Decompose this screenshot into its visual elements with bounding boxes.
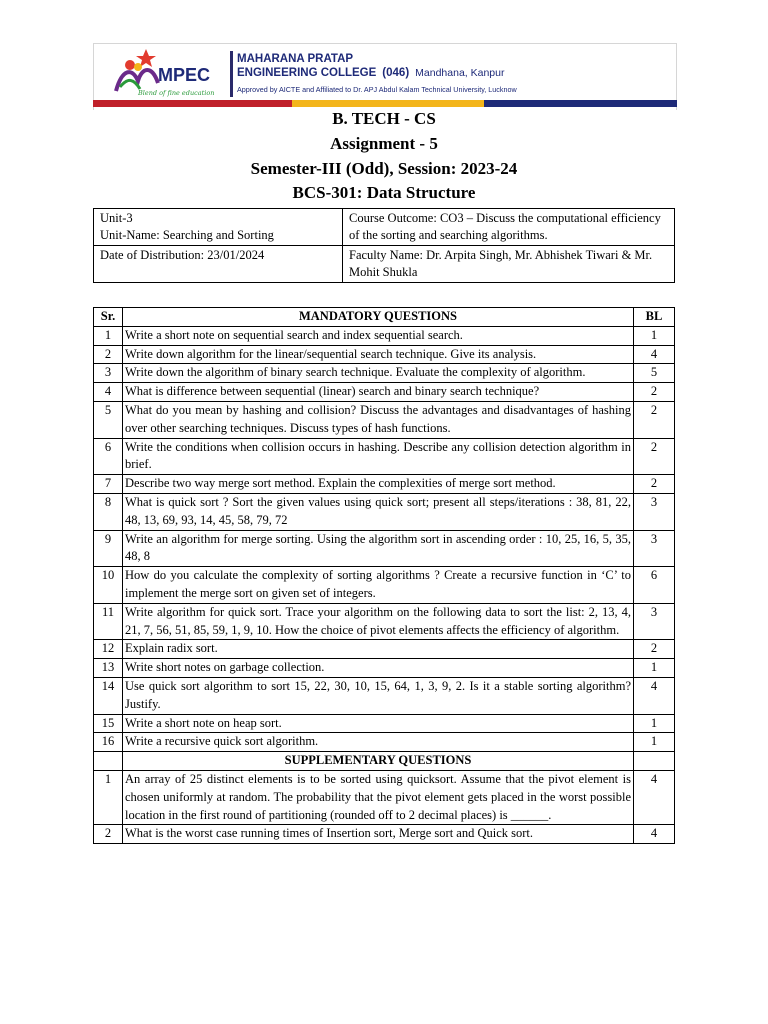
question-number: 7 — [94, 475, 123, 494]
question-text: What do you mean by hashing and collision? Discuss the advantages and disadvantages of hashing over other searching techniques. Discuss types of hash functions. — [123, 401, 634, 438]
question-text: Write short notes on garbage collection. — [123, 659, 634, 678]
question-text: Describe two way merge sort method. Explain the complexities of merge sort method. — [123, 475, 634, 494]
course-title: BCS-301: Data Structure — [292, 183, 476, 202]
bloom-level: 1 — [634, 659, 675, 678]
question-row — [94, 530, 675, 567]
question-row — [94, 364, 675, 383]
question-number: 15 — [94, 714, 123, 733]
question-number: 14 — [94, 677, 123, 714]
question-number: 5 — [94, 401, 123, 438]
bloom-level: 2 — [634, 475, 675, 494]
section-spacer — [94, 752, 123, 771]
stripe-yellow — [292, 100, 485, 107]
faculty-name: Faculty Name: Dr. Arpita Singh, Mr. Abhishek Tiwari & Mr. Mohit Shukla — [343, 246, 675, 283]
question-row — [94, 475, 675, 494]
section-spacer — [634, 752, 675, 771]
question-row — [94, 640, 675, 659]
unit-name: Unit-Name: Searching and Sorting — [100, 228, 274, 242]
unit-number: Unit-3 — [100, 211, 133, 225]
bloom-level: 4 — [634, 677, 675, 714]
logo-tagline: Blend of fine education — [138, 89, 215, 97]
question-text: What is the worst case running times of Insertion sort, Merge sort and Quick sort. — [123, 825, 634, 844]
question-row — [94, 326, 675, 345]
bloom-level: 1 — [634, 714, 675, 733]
distribution-date: Date of Distribution: 23/01/2024 — [94, 246, 343, 283]
question-number: 1 — [94, 770, 123, 824]
bloom-level: 1 — [634, 326, 675, 345]
question-row — [94, 677, 675, 714]
question-text: What is quick sort ? Sort the given values using quick sort; present all steps/iterations : 38, 81, 22, 48, 13, 69, 93, 14, 45, 58, 79, 72 — [123, 493, 634, 530]
bloom-level: 6 — [634, 567, 675, 604]
approval-text: Approved by AICTE and Affiliated to Dr. APJ Abdul Kalam Technical University, Lucknow — [237, 85, 517, 94]
question-row — [94, 714, 675, 733]
question-row — [94, 603, 675, 640]
semester-title: Semester-III (Odd), Session: 2023-24 — [250, 159, 518, 178]
question-text: Explain radix sort. — [123, 640, 634, 659]
assignment-title: Assignment - 5 — [330, 134, 438, 153]
question-number: 16 — [94, 733, 123, 752]
column-header-sr: Sr. — [94, 308, 123, 327]
supplementary-questions — [94, 770, 675, 843]
question-number: 3 — [94, 364, 123, 383]
question-row — [94, 567, 675, 604]
college-logo — [108, 47, 218, 99]
mandatory-heading: MANDATORY QUESTIONS — [123, 308, 634, 327]
college-location: Mandhana, Kanpur — [415, 67, 505, 79]
bloom-level: 4 — [634, 770, 675, 824]
supplementary-heading: SUPPLEMENTARY QUESTIONS — [123, 752, 634, 771]
question-text: Write a short note on sequential search and index sequential search. — [123, 326, 634, 345]
college-name — [237, 52, 504, 80]
question-row — [94, 659, 675, 678]
question-number: 11 — [94, 603, 123, 640]
question-text: Write the conditions when collision occurs in hashing. Describe any collision detection algorithm in brief. — [123, 438, 634, 475]
question-number: 8 — [94, 493, 123, 530]
question-number: 2 — [94, 825, 123, 844]
bloom-level: 2 — [634, 383, 675, 402]
bloom-level: 3 — [634, 530, 675, 567]
info-table — [93, 208, 675, 283]
questions-table — [93, 307, 675, 844]
question-number: 13 — [94, 659, 123, 678]
bloom-level: 4 — [634, 825, 675, 844]
question-number: 2 — [94, 345, 123, 364]
bloom-level: 3 — [634, 493, 675, 530]
question-number: 9 — [94, 530, 123, 567]
question-number: 4 — [94, 383, 123, 402]
question-text: Write down the algorithm of binary search technique. Evaluate the complexity of algorithm. — [123, 364, 634, 383]
question-text: Write a short note on heap sort. — [123, 714, 634, 733]
bloom-level: 1 — [634, 733, 675, 752]
question-row — [94, 345, 675, 364]
bloom-level: 3 — [634, 603, 675, 640]
question-number: 6 — [94, 438, 123, 475]
question-text: Use quick sort algorithm to sort 15, 22, 30, 10, 15, 64, 1, 3, 9, 2. Is it a stable sorting algorithm? Justify. — [123, 677, 634, 714]
question-text: Write down algorithm for the linear/sequential search technique. Give its analysis. — [123, 345, 634, 364]
logo-text: MPEC — [158, 65, 211, 85]
question-row — [94, 733, 675, 752]
unit-cell — [94, 209, 343, 246]
question-row — [94, 770, 675, 824]
stripe-red — [93, 100, 292, 107]
question-row — [94, 383, 675, 402]
stripe-blue — [484, 100, 677, 107]
bloom-level: 2 — [634, 640, 675, 659]
question-number: 1 — [94, 326, 123, 345]
bloom-level: 4 — [634, 345, 675, 364]
question-row — [94, 493, 675, 530]
supplementary-section — [94, 752, 675, 771]
question-row — [94, 401, 675, 438]
question-row — [94, 438, 675, 475]
question-row — [94, 825, 675, 844]
college-code: (046) — [382, 67, 410, 79]
college-name-line2: ENGINEERING COLLEGE — [237, 67, 377, 79]
question-text: Write an algorithm for merge sorting. Using the algorithm sort in ascending order : 10, 25, 16, 5, 35, 48, 8 — [123, 530, 634, 567]
column-header-bl: BL — [634, 308, 675, 327]
question-number: 12 — [94, 640, 123, 659]
program-title: B. TECH - CS — [332, 109, 436, 128]
mandatory-questions — [94, 326, 675, 751]
question-text: Write a recursive quick sort algorithm. — [123, 733, 634, 752]
bloom-level: 5 — [634, 364, 675, 383]
question-number: 10 — [94, 567, 123, 604]
bloom-level: 2 — [634, 438, 675, 475]
college-name-line1: MAHARANA PRATAP — [237, 53, 354, 65]
question-text: Write algorithm for quick sort. Trace your algorithm on the following data to sort the list: 2, 13, 4, 21, 7, 56, 51, 85, 59, 1, 9, 10. How the choice of pivot elements affects the efficiency of algorithm. — [123, 603, 634, 640]
question-text: An array of 25 distinct elements is to be sorted using quicksort. Assume that the pivot element is chosen uniformly at random. The probability that the pivot element gets placed in the worst possible location in the first round of partitioning (rounded off to 2 decimal places) is ______. — [123, 770, 634, 824]
banner-divider — [230, 51, 233, 97]
question-text: How do you calculate the complexity of sorting algorithms ? Create a recursive function in ‘C’ to implement the merge sort on given set of integers. — [123, 567, 634, 604]
question-text: What is difference between sequential (linear) search and binary search technique? — [123, 383, 634, 402]
course-outcome: Course Outcome: CO3 – Discuss the computational efficiency of the sorting and searching algorithms. — [343, 209, 675, 246]
bloom-level: 2 — [634, 401, 675, 438]
color-stripe — [93, 100, 677, 107]
